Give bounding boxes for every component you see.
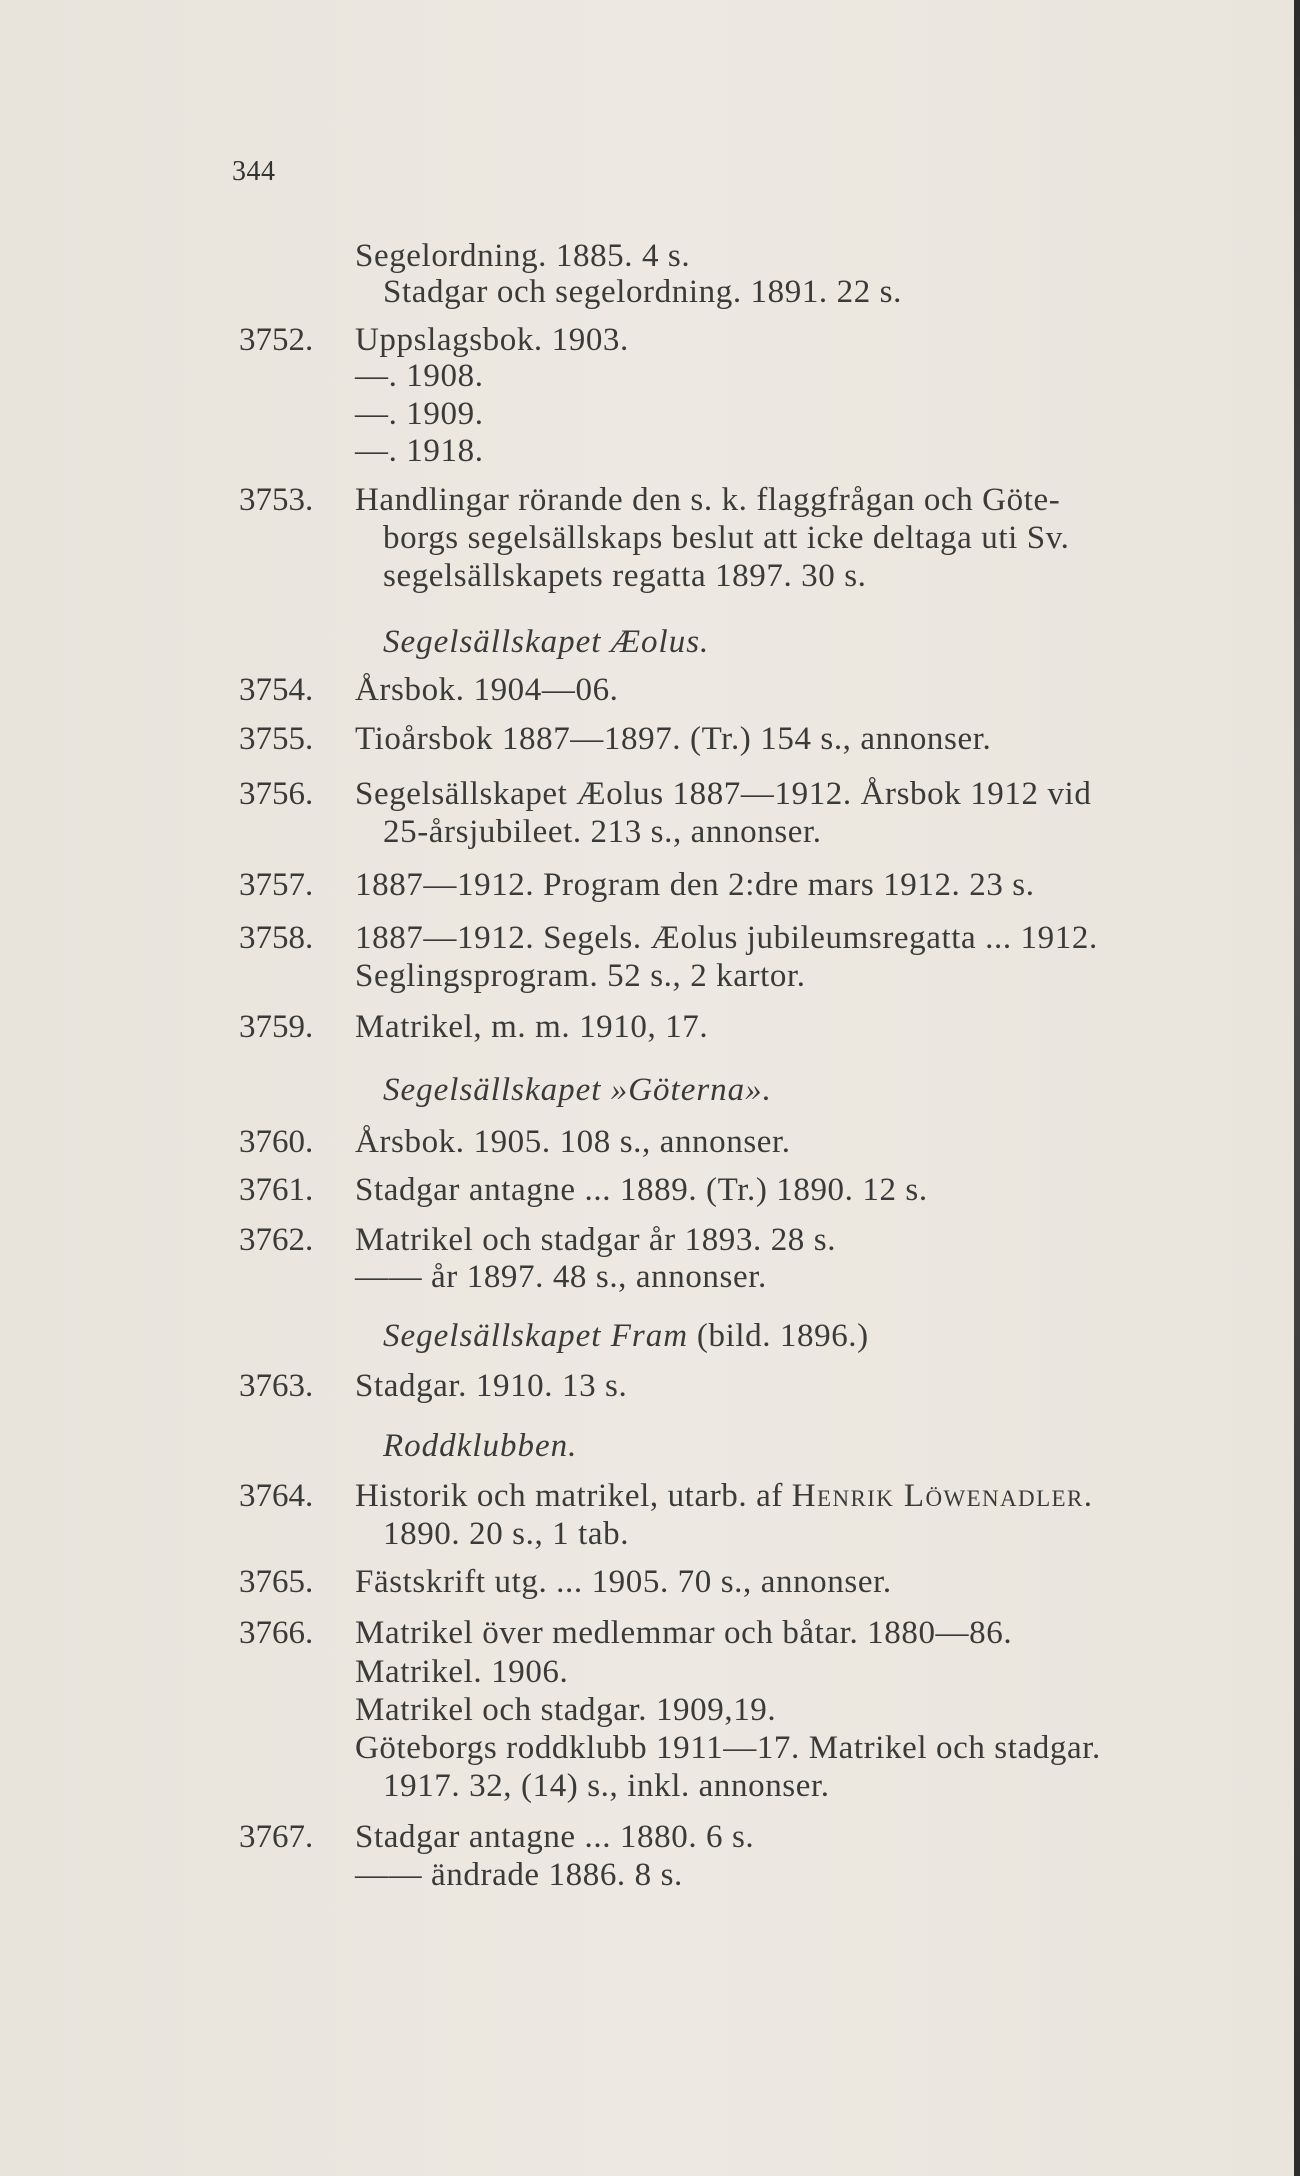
entry-line: Stadgar och segelordning. 1891. 22 s.: [383, 274, 902, 310]
entry-line: —. 1909.: [355, 396, 484, 432]
entry-line: 25-årsjubileet. 213 s., annonser.: [383, 814, 822, 850]
entry-number: 3767.: [239, 1819, 314, 1855]
entry-text: Historik och matrikel, utarb. af: [355, 1478, 792, 1514]
entry-line: Årsbok. 1905. 108 s., annonser.: [355, 1124, 791, 1160]
entry-line: —— år 1897. 48 s., annonser.: [355, 1259, 767, 1295]
entry-line: Matrikel och stadgar år 1893. 28 s.: [355, 1222, 837, 1258]
entry-line: Uppslagsbok. 1903.: [355, 322, 629, 358]
entry-line: —. 1918.: [355, 433, 484, 469]
section-heading: Segelsällskapet Fram: [383, 1318, 689, 1354]
entry-number: 3752.: [239, 322, 314, 358]
entry-line: Tioårsbok 1887—1897. (Tr.) 154 s., annonser.: [355, 721, 992, 757]
entry-line: 1887—1912. Program den 2:dre mars 1912. 23 s.: [355, 867, 1035, 903]
entry-number: 3766.: [239, 1615, 314, 1651]
entry-line: —. 1908.: [355, 358, 484, 394]
entry-line: —— ändrade 1886. 8 s.: [355, 1857, 683, 1893]
entry-line: Årsbok. 1904—06.: [355, 672, 619, 708]
entry-number: 3758.: [239, 920, 314, 956]
section-heading-line: [383, 1316, 869, 1356]
entry-line: [355, 1476, 1093, 1516]
entry-number: 3753.: [239, 482, 314, 518]
entry-line: Segelordning. 1885. 4 s.: [355, 238, 691, 274]
entry-line: segelsällskapets regatta 1897. 30 s.: [383, 558, 867, 594]
entry-line: Matrikel över medlemmar och båtar. 1880—86.: [355, 1615, 1013, 1651]
section-heading-note: (bild. 1896.): [688, 1318, 869, 1354]
entry-line: Handlingar rörande den s. k. flaggfrågan och Göte-: [355, 482, 1061, 518]
entry-line: Stadgar antagne ... 1889. (Tr.) 1890. 12 s.: [355, 1172, 928, 1208]
entry-line: borgs segelsällskaps beslut att icke deltaga uti Sv.: [383, 520, 1070, 556]
entry-number: 3762.: [239, 1222, 314, 1258]
entry-number: 3761.: [239, 1172, 314, 1208]
page-number: 344: [232, 156, 276, 187]
entry-line: Göteborgs roddklubb 1911—17. Matrikel och stadgar.: [355, 1730, 1101, 1766]
entry-number: 3765.: [239, 1564, 314, 1600]
entry-line: Stadgar. 1910. 13 s.: [355, 1368, 628, 1404]
entry-line: Matrikel. 1906.: [355, 1654, 569, 1690]
entry-line: Fästskrift utg. ... 1905. 70 s., annonser.: [355, 1564, 892, 1600]
author-name: Henrik Löwenadler.: [791, 1478, 1094, 1514]
entry-number: 3759.: [239, 1009, 314, 1045]
page-edge: [1294, 0, 1300, 2176]
entry-line: Stadgar antagne ... 1880. 6 s.: [355, 1819, 755, 1855]
section-heading: Roddklubben.: [383, 1428, 578, 1464]
entry-line: Matrikel och stadgar. 1909,19.: [355, 1692, 777, 1728]
entry-number: 3764.: [239, 1478, 314, 1514]
entry-line: Matrikel, m. m. 1910, 17.: [355, 1009, 709, 1045]
entry-number: 3757.: [239, 867, 314, 903]
entry-number: 3763.: [239, 1368, 314, 1404]
section-heading: Segelsällskapet Æolus.: [383, 624, 710, 660]
entry-line: 1917. 32, (14) s., inkl. annonser.: [383, 1768, 830, 1804]
entry-number: 3755.: [239, 721, 314, 757]
section-heading: Segelsällskapet »Göterna».: [383, 1072, 772, 1108]
entry-line: Seglingsprogram. 52 s., 2 kartor.: [355, 958, 806, 994]
entry-line: 1890. 20 s., 1 tab.: [383, 1516, 630, 1552]
entry-number: 3760.: [239, 1124, 314, 1160]
entry-number: 3754.: [239, 672, 314, 708]
entry-line: 1887—1912. Segels. Æolus jubileumsregatta ... 1912.: [355, 920, 1098, 956]
entry-line: Segelsällskapet Æolus 1887—1912. Årsbok 1912 vid: [355, 776, 1092, 812]
entry-number: 3756.: [239, 776, 314, 812]
